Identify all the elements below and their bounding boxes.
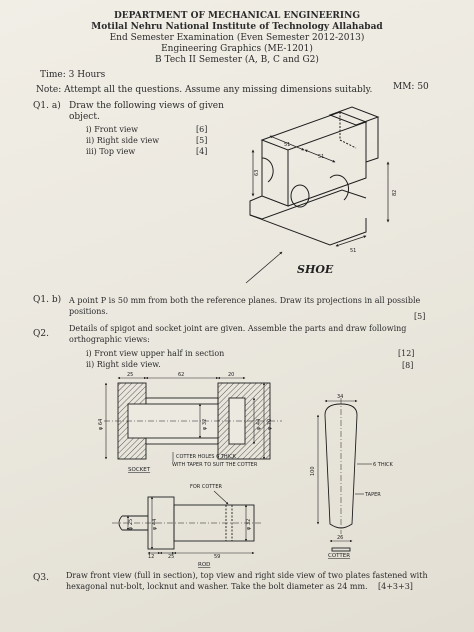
course-title: Engineering Graphics (ME-1201) (161, 44, 313, 54)
socket-note-line2: WITH TAPER TO SUIT THE COTTER (172, 462, 258, 468)
rod-dim-32-dia: φ 32 (246, 518, 252, 530)
q3-text-line1: Draw front view (full in section), top view and right side view of two plates fastened with (66, 571, 428, 580)
q1b-marks: [5] (414, 312, 426, 321)
exam-title: End Semester Examination (Even Semester 2012-2013) (109, 33, 365, 43)
cotter-dim-100: 100 (310, 466, 316, 476)
semester-line: B Tech II Semester (A, B, C and G2) (155, 55, 319, 65)
rod-drawing (112, 497, 262, 549)
shoe-dim-51c: 51 (350, 248, 357, 254)
socket-dim-70: φ 70 (267, 418, 273, 430)
cotter-dim-34: 34 (337, 394, 344, 400)
socket-dim-44: φ 44 (256, 418, 262, 430)
rod-dim-25-dia: φ 25 (128, 518, 134, 530)
socket-dim-64: φ 64 (98, 418, 104, 430)
q3-marks: [4+3+3] (378, 582, 413, 591)
q2-item-front: i) Front view upper half in section (86, 349, 225, 358)
for-cotter-label: FOR COTTER (190, 484, 222, 490)
q2-text-line2: orthographic views: (69, 335, 150, 344)
rod-label: ROD (198, 562, 211, 568)
rod-dim-25: 25 (168, 554, 175, 560)
socket-label: SOCKET (128, 467, 151, 473)
instruction-note: Note: Attempt all the questions. Assume any missing dimensions suitably. (36, 85, 373, 95)
socket-note-line1: COTTER HOLES 6 THICK (176, 454, 236, 460)
institute-name: Motilal Nehru National Institute of Technology Allahabad (91, 22, 383, 32)
q1a-item-side: ii) Right side view (86, 136, 160, 145)
q2-item-front-marks: [12] (398, 349, 415, 358)
shoe-dim-51a: 51 (284, 142, 291, 148)
department-heading: DEPARTMENT OF MECHANICAL ENGINEERING (113, 11, 361, 21)
q1a-item-front-marks: [6] (196, 125, 208, 134)
q2-number: Q2. (33, 329, 49, 339)
q1a-item-side-marks: [5] (196, 136, 208, 145)
shoe-dim-82: 82 (392, 189, 398, 196)
q2-text-line1: Details of spigot and socket joint are given. Assemble the parts and draw following (69, 324, 407, 333)
socket-dim-32: φ 32 (202, 418, 208, 430)
cotter-dim-26: 26 (337, 535, 344, 541)
q1b-text-line2: positions. (69, 307, 108, 316)
q2-item-side-marks: [8] (402, 361, 414, 370)
q2-item-side: ii) Right side view. (86, 360, 161, 369)
shoe-caption: SHOE (297, 263, 334, 276)
rod-dim-44-dia: φ 44 (152, 518, 158, 530)
q3-number: Q3. (33, 573, 49, 583)
cotter-label: COTTER (328, 553, 351, 559)
rod-dim-12: 12 (148, 554, 155, 560)
q1b-number: Q1. b) (33, 295, 62, 305)
q1a-text-line2: object. (69, 112, 100, 122)
time-allowed: Time: 3 Hours (40, 70, 106, 80)
cotter-taper: TAPER (365, 492, 381, 498)
q3-text-line2: hexagonal nut-bolt, locknut and washer. Take the bolt diameter as 24 mm. (66, 582, 368, 591)
q1a-item-top-marks: [4] (196, 147, 208, 156)
q1b-text-line1: A point P is 50 mm from both the reference planes. Draw its projections in all possible (69, 296, 421, 305)
q1a-number: Q1. a) (33, 101, 61, 111)
socket-dim-20: 20 (228, 372, 235, 378)
shoe-dim-63: 63 (254, 169, 260, 176)
q1a-item-top: iii) Top view (86, 147, 136, 156)
q1a-item-front: i) Front view (86, 125, 138, 134)
socket-dim-25: 25 (127, 372, 134, 378)
socket-dim-62: 62 (178, 372, 185, 378)
cotter-drawing (325, 398, 357, 551)
q1a-text-line1: Draw the following views of given (69, 101, 224, 111)
cotter-six-thick: 6 THICK (373, 462, 393, 468)
shoe-dim-51b: 51 (318, 154, 325, 160)
rod-dim-59: 59 (214, 554, 221, 560)
max-marks: MM: 50 (393, 82, 429, 92)
shoe-isometric-drawing (250, 107, 378, 245)
